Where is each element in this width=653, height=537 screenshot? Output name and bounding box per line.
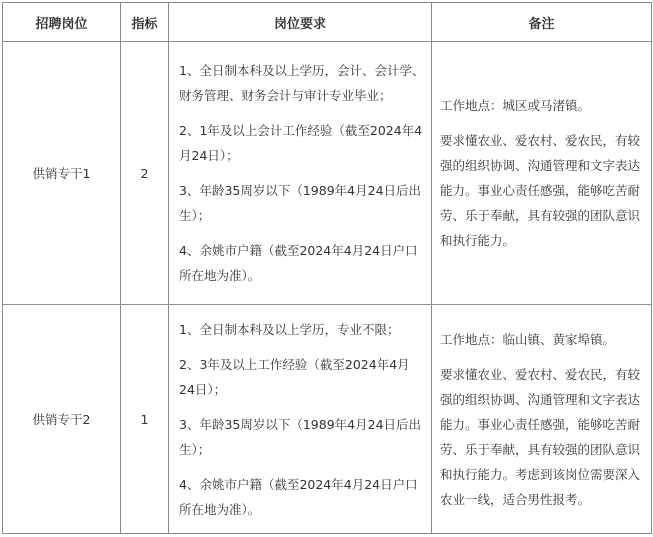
requirement-item: 4、余姚市户籍（截至2024年4月24日户口所在地为准）。 <box>179 243 418 283</box>
work-location: 工作地点：临山镇、黄家埠镇。 <box>440 331 616 347</box>
work-location: 工作地点：城区或马渚镇。 <box>440 98 591 113</box>
table-row <box>3 42 652 305</box>
requirements-cell <box>169 42 432 305</box>
notes-cell <box>432 42 652 305</box>
table-header-row <box>3 3 652 42</box>
table-row <box>3 305 652 534</box>
requirement-item: 1、全日制本科及以上学历，专业不限； <box>179 321 400 337</box>
requirement-item: 3、年龄35周岁以下（1989年4月24日后出生）； <box>179 183 422 223</box>
notes-cell <box>432 305 652 534</box>
requirement-item: 1、全日制本科及以上学历，会计、会计学、财务管理、财务会计与审计专业毕业； <box>179 63 425 103</box>
note-text: 要求懂农业、爱农村、爱农民，有较强的组织协调、沟通管理和文字表达能力。事业心责任感强，能够吃苦耐劳、乐于奉献，具有较强的团队意识和执行能力。考虑到该岗位需要深入农业一线，适合男性报考。 <box>440 366 641 507</box>
recruitment-table <box>2 2 652 534</box>
post-cell: 供销专干2 <box>3 305 121 534</box>
requirements-cell <box>169 305 432 534</box>
header-quota: 指标 <box>121 3 169 42</box>
header-post: 招聘岗位 <box>3 3 121 42</box>
post-cell: 供销专干1 <box>3 42 121 305</box>
quota-cell: 2 <box>121 42 169 305</box>
header-requirements: 岗位要求 <box>169 3 432 42</box>
requirement-item: 4、余姚市户籍（截至2024年4月24日户口所在地为准）。 <box>179 476 418 517</box>
header-notes: 备注 <box>432 3 652 42</box>
quota-cell: 1 <box>121 305 169 534</box>
requirement-item: 3、年龄35周岁以下（1989年4月24日后出生）； <box>179 416 422 457</box>
requirement-item: 2、1年及以上会计工作经验（截至2024年4月24日）； <box>179 123 423 163</box>
note-text: 要求懂农业、爱农村、爱农民，有较强的组织协调、沟通管理和文字表达能力。事业心责任感强，能够吃苦耐劳、乐于奉献，具有较强的团队意识和执行能力。 <box>440 133 641 248</box>
requirement-item: 2、3年及以上工作经验（截至2024年4月24日）； <box>179 356 410 397</box>
